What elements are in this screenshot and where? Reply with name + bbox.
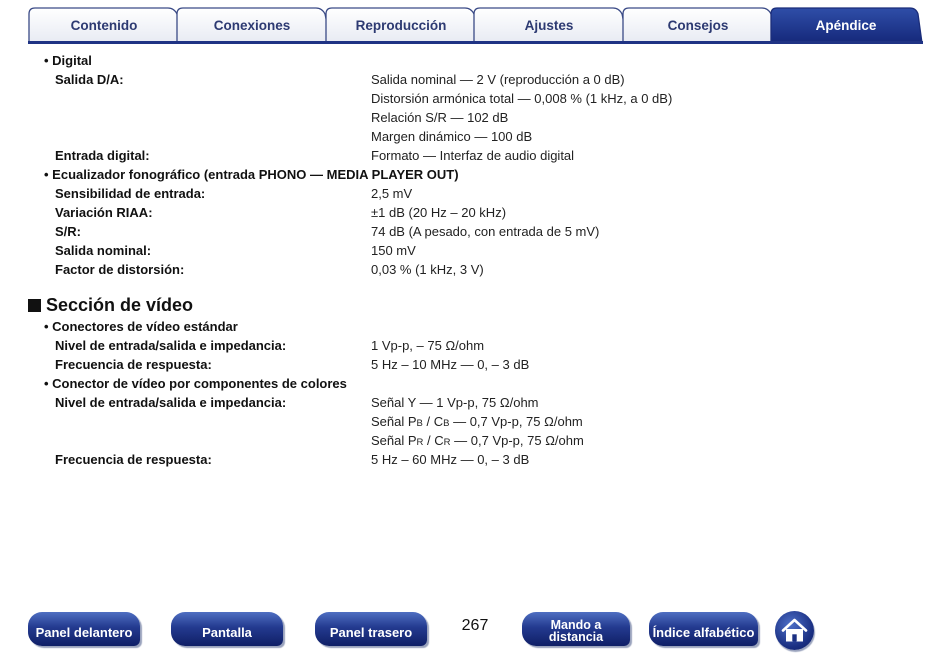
- spec-label: Salida D/A:: [55, 72, 124, 87]
- spec-row: [0, 355, 950, 374]
- spec-value: 5 Hz – 60 MHz — 0, – 3 dB: [371, 452, 530, 467]
- spec-value: 150 mV: [371, 243, 416, 258]
- tab-ajustes[interactable]: Ajustes: [524, 18, 574, 33]
- spec-value: Formato — Interfaz de audio digital: [371, 148, 575, 163]
- phono-heading-row: [0, 165, 950, 184]
- home-button[interactable]: [775, 611, 814, 650]
- spec-label: Nivel de entrada/salida e impedancia:: [55, 395, 287, 410]
- spec-row: [0, 260, 950, 279]
- spec-value-pr: [371, 431, 584, 452]
- pr-text-rest: — 0,7 Vp-p, 75 Ω/ohm: [450, 433, 584, 448]
- page-number: 267: [461, 617, 489, 634]
- spec-value: Relación S/R — 102 dB: [371, 110, 509, 125]
- spec-value: 5 Hz – 10 MHz — 0, – 3 dB: [371, 357, 530, 372]
- tab-contenido[interactable]: Contenido: [70, 18, 138, 33]
- digital-heading-row: [0, 51, 950, 70]
- index-button-label: Índice alfabético: [652, 625, 755, 640]
- spec-label: Entrada digital:: [55, 148, 150, 163]
- video-component-heading: • Conector de vídeo por componentes de colores: [44, 376, 347, 391]
- spec-value: Señal Y — 1 Vp-p, 75 Ω/ohm: [371, 395, 539, 410]
- display-button[interactable]: [171, 612, 283, 646]
- spec-value: 2,5 mV: [371, 186, 413, 201]
- phono-heading: • Ecualizador fonográfico (entrada PHONO — MEDIA PLAYER OUT): [44, 167, 459, 182]
- spec-row: [0, 393, 950, 412]
- remote-label-line2: distancia: [548, 630, 604, 644]
- pb-text-p: Señal P: [371, 414, 417, 429]
- spec-row: [0, 127, 950, 146]
- display-button-label: Pantalla: [202, 625, 252, 640]
- spec-value: ±1 dB (20 Hz – 20 kHz): [371, 205, 507, 220]
- spec-row: [0, 336, 950, 355]
- spec-row: [0, 70, 950, 89]
- spec-label: Salida nominal:: [55, 243, 152, 258]
- spec-label: Frecuencia de respuesta:: [55, 357, 212, 372]
- front-panel-button-label: Panel delantero: [35, 625, 133, 640]
- spec-row: [0, 431, 950, 450]
- section-title-text: Sección de vídeo: [46, 295, 194, 315]
- section-title-video: [28, 293, 193, 317]
- pb-subscript-c: B: [443, 418, 450, 429]
- spec-value: 0,03 % (1 kHz, 3 V): [371, 262, 484, 277]
- spec-value: Margen dinámico — 100 dB: [371, 129, 533, 144]
- spec-label: Sensibilidad de entrada:: [55, 186, 206, 201]
- index-button[interactable]: [649, 612, 758, 646]
- pr-subscript-p: R: [416, 437, 424, 448]
- top-tab-bar: [0, 0, 950, 46]
- spec-row: [0, 241, 950, 260]
- section-square-icon: [28, 299, 41, 312]
- spec-value-pb: [371, 412, 583, 433]
- spec-value: 74 dB (A pesado, con entrada de 5 mV): [371, 224, 600, 239]
- spec-row: [0, 184, 950, 203]
- remote-label-line1: Mando a: [550, 618, 602, 632]
- spec-label: Nivel de entrada/salida e impedancia:: [55, 338, 287, 353]
- spec-row: [0, 412, 950, 431]
- spec-row: [0, 222, 950, 241]
- spec-label: Factor de distorsión:: [55, 262, 185, 277]
- pr-text-sep: / C: [423, 433, 444, 448]
- tab-apendice[interactable]: Apéndice: [815, 18, 877, 33]
- video-component-heading-row: [0, 374, 950, 393]
- pb-subscript-p: B: [416, 418, 423, 429]
- video-standard-heading: • Conectores de vídeo estándar: [44, 319, 238, 334]
- front-panel-button[interactable]: [28, 612, 140, 646]
- pb-text-sep: / C: [422, 414, 444, 429]
- spec-label: S/R:: [55, 224, 81, 239]
- pr-text-p: Señal P: [371, 433, 417, 448]
- remote-control-button[interactable]: [522, 612, 630, 646]
- spec-row: [0, 203, 950, 222]
- spec-row: [0, 89, 950, 108]
- spec-label: Frecuencia de respuesta:: [55, 452, 212, 467]
- pb-text-rest: — 0,7 Vp-p, 75 Ω/ohm: [449, 414, 583, 429]
- spec-row: [0, 108, 950, 127]
- spec-row: [0, 450, 950, 469]
- tab-conexiones[interactable]: Conexiones: [213, 18, 291, 33]
- digital-heading: • Digital: [44, 53, 92, 68]
- spec-value: Distorsión armónica total — 0,008 % (1 kHz, a 0 dB): [371, 91, 673, 106]
- remote-control-button-label: [522, 619, 630, 643]
- pr-subscript-c: R: [443, 437, 451, 448]
- tab-reproduccion[interactable]: Reproducción: [355, 18, 447, 33]
- tab-consejos[interactable]: Consejos: [667, 18, 729, 33]
- rear-panel-button[interactable]: [315, 612, 427, 646]
- rear-panel-button-label: Panel trasero: [329, 625, 413, 640]
- spec-row: [0, 146, 950, 165]
- spec-label: Variación RIAA:: [55, 205, 153, 220]
- video-standard-heading-row: [0, 317, 950, 336]
- spec-value: 1 Vp-p, – 75 Ω/ohm: [371, 338, 485, 353]
- home-icon: [781, 617, 808, 644]
- spec-value: Salida nominal — 2 V (reproducción a 0 dB): [371, 72, 625, 87]
